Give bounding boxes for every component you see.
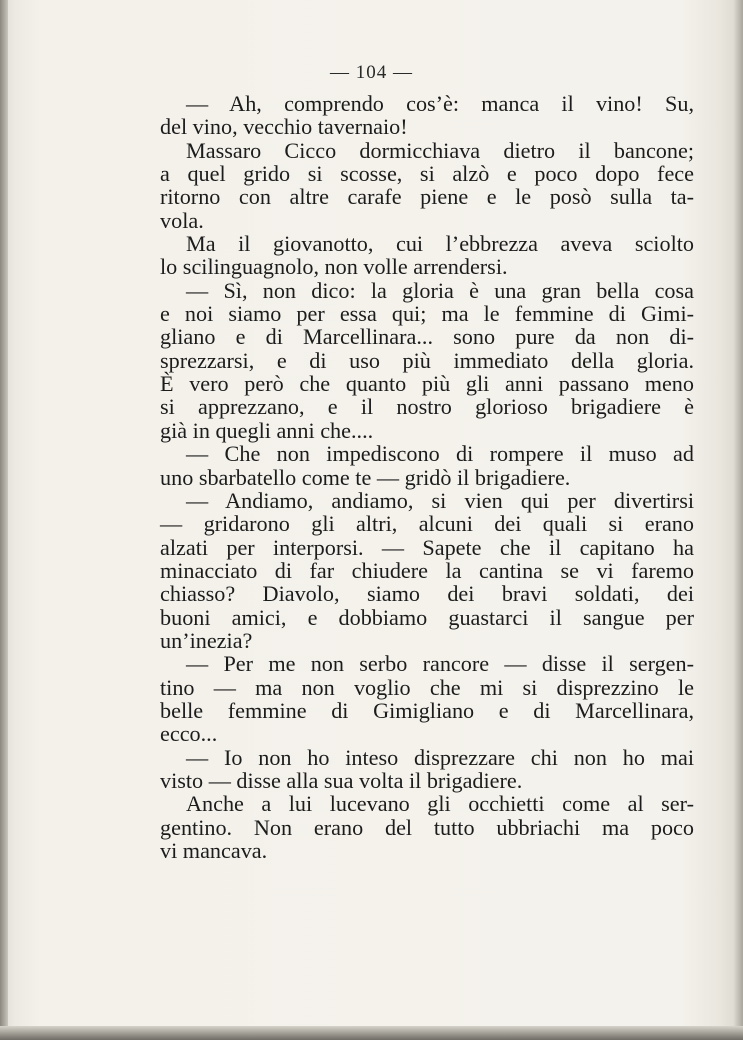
text-line: e noi siamo per essa qui; ma le femmine di Gimi-	[160, 301, 694, 327]
text-line: a quel grido si scosse, si alzò e poco dopo fece	[160, 161, 694, 187]
text-line: — Sì, non dico: la gloria è una gran bella cosa	[186, 277, 694, 303]
text-line: gentino. Non erano del tutto ubbriachi ma poco	[160, 814, 694, 840]
text-line: gliano e di Marcellinara... sono pure da non di-	[160, 324, 694, 350]
text-line: ecco...	[160, 721, 218, 747]
text-line: già in quegli anni che....	[160, 417, 374, 443]
page-right-edge	[733, 0, 743, 1040]
text-line: — gridarono gli altri, alcuni dei quali si erano	[160, 511, 694, 537]
text-line: belle femmine di Gimigliano e di Marcellinara,	[160, 697, 694, 723]
text-line: Ma il giovanotto, cui l’ebbrezza aveva sciolto	[186, 231, 694, 257]
text-line: chiasso? Diavolo, siamo dei bravi soldati, dei	[160, 581, 694, 607]
text-line: tino — ma non voglio che mi si disprezzino le	[160, 674, 694, 700]
page-left-edge	[0, 0, 8, 1040]
text-line: vi mancava.	[160, 838, 268, 863]
body-text	[160, 92, 694, 862]
text-line: un’inezia?	[160, 627, 253, 653]
text-line: vola.	[160, 207, 204, 233]
text-line: uno sbarbatello come te — gridò il brigadiere.	[160, 464, 571, 490]
text-line: visto — disse alla sua volta il brigadiere.	[160, 767, 523, 793]
text-line: del vino, vecchio tavernaio!	[160, 114, 408, 140]
text-line: È vero però che quanto più gli anni passano meno	[160, 371, 694, 397]
text-line: buoni amici, e dobbiamo guastarci il sangue per	[160, 604, 694, 630]
text-line: — Ah, comprendo cos’è: manca il vino! Su,	[186, 91, 694, 116]
text-line: lo scilinguagnolo, non volle arrendersi.	[160, 254, 508, 280]
text-line: Anche a lui lucevano gli occhietti come al ser-	[186, 791, 694, 817]
text-line: Massaro Cicco dormicchiava dietro il bancone;	[186, 137, 694, 163]
text-line: alzati per interporsi. — Sapete che il capitano ha	[160, 534, 694, 560]
text-line: si apprezzano, e il nostro glorioso brigadiere è	[160, 394, 694, 420]
text-line: minacciato di far chiudere la cantina se vi faremo	[160, 557, 694, 583]
text-line: — Per me non serbo rancore — disse il sergen-	[186, 651, 694, 677]
text-line: — Che non impediscono di rompere il muso ad	[186, 441, 694, 467]
page-number: — 104 —	[330, 62, 413, 83]
page-bottom-edge	[0, 1026, 743, 1040]
text-line: ritorno con altre carafe piene e le posò sulla ta-	[160, 184, 694, 210]
text-line: — Andiamo, andiamo, si vien qui per divertirsi	[186, 487, 694, 513]
text-line: sprezzarsi, e di uso più immediato della gloria.	[160, 347, 694, 373]
text-line: — Io non ho inteso disprezzare chi non ho mai	[186, 744, 694, 770]
